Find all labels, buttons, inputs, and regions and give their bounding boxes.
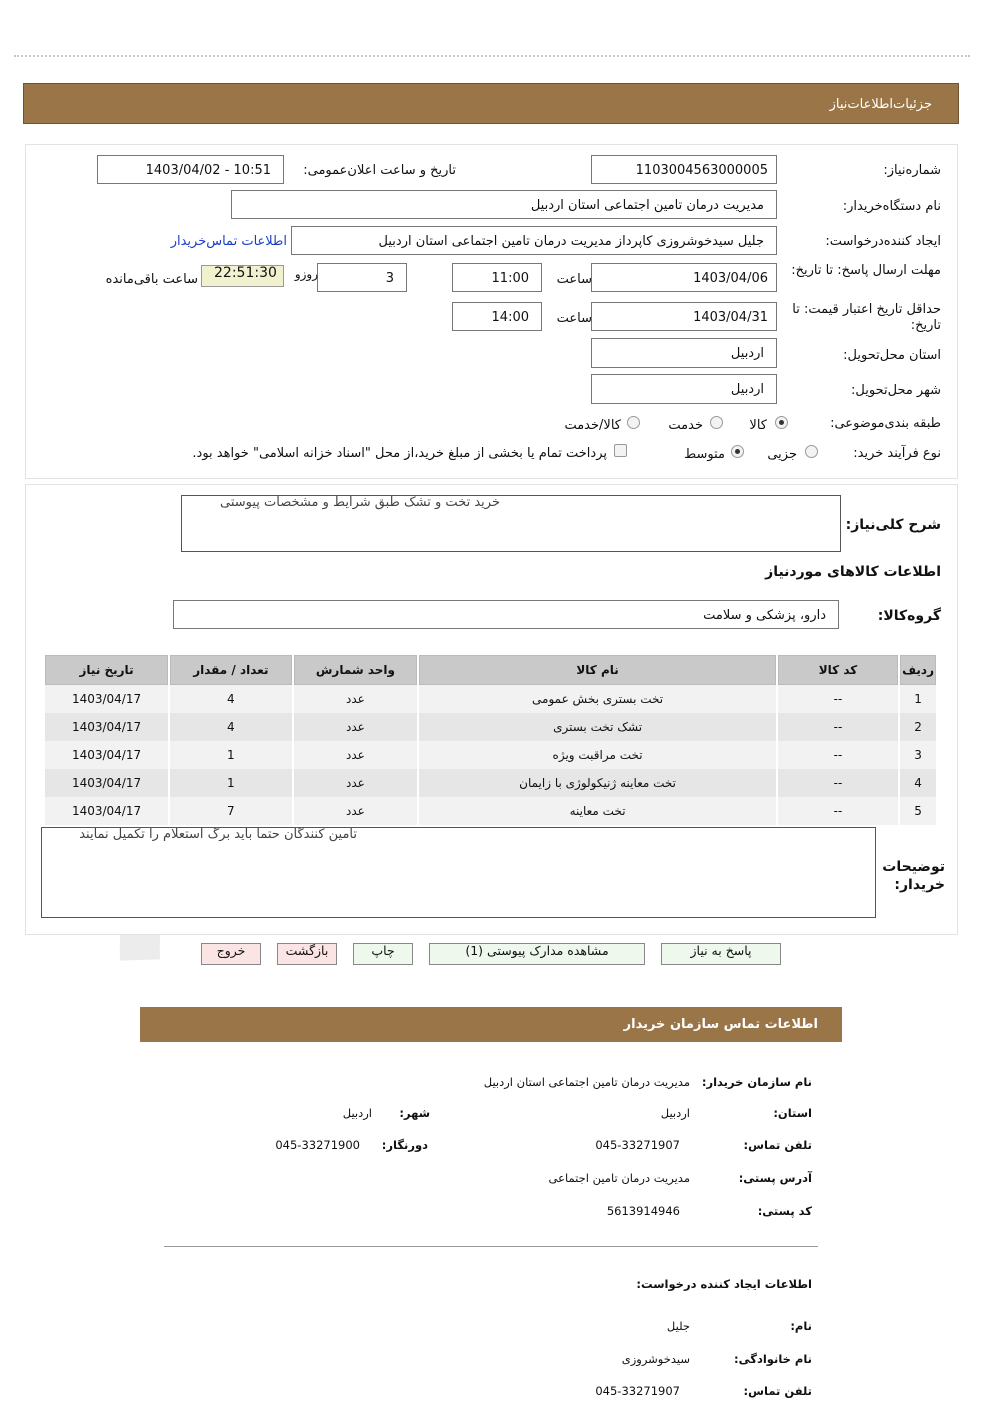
contact-address-value: مدیریت درمان تامین اجتماعی xyxy=(548,1171,690,1185)
buyer-org-label: نام دستگاه‌خریدار: xyxy=(842,199,941,214)
creator-family-value: سیدخوشروزی xyxy=(621,1352,690,1366)
creator-name-label: نام: xyxy=(790,1319,812,1333)
page-header-bar xyxy=(23,83,959,124)
cell-code: -- xyxy=(778,769,898,797)
validity-label: حداقل تاریخ اعتبار قیمت: تا تاریخ: xyxy=(792,302,941,333)
col-code: کد کالا xyxy=(778,655,898,685)
treasury-payment-checkbox[interactable] xyxy=(614,444,627,457)
process-minor-radio[interactable] xyxy=(805,445,818,458)
city-field: اردبیل xyxy=(591,374,777,404)
process-minor-label: جزیی xyxy=(767,447,797,462)
description-field: خرید تخت و تشک طبق شرایط و مشخصات پیوستی xyxy=(181,495,841,552)
cell-unit: عدد xyxy=(294,685,418,713)
contact-postal-value: 5613914946 xyxy=(606,1204,680,1218)
attachments-button[interactable]: مشاهده مدارک پیوستی (1) xyxy=(429,943,645,965)
deadline-date-field: 1403/04/06 xyxy=(591,263,777,292)
announce-datetime-field: 1403/04/02 - 10:51 xyxy=(97,155,284,184)
city-label: شهر محل‌تحویل: xyxy=(851,383,941,398)
contact-city-label: شهر: xyxy=(399,1106,430,1120)
cell-row: 4 xyxy=(900,769,936,797)
org-name-value: مدیریت درمان تامین اجتماعی استان اردبیل xyxy=(483,1075,690,1089)
deadline-label: مهلت ارسال پاسخ: تا تاریخ: xyxy=(791,263,941,278)
table-row xyxy=(45,741,936,769)
buyer-notes-label: توضیحات خریدار: xyxy=(882,859,945,893)
contact-province-value: اردبیل xyxy=(660,1106,690,1120)
cell-date: 1403/04/17 xyxy=(45,769,168,797)
cell-row: 2 xyxy=(900,713,936,741)
contact-fax-value: 045-33271900 xyxy=(275,1138,360,1152)
back-button[interactable]: بازگشت xyxy=(277,943,337,965)
table-row xyxy=(45,769,936,797)
process-medium-label: متوسط xyxy=(684,447,725,462)
reply-button[interactable]: پاسخ به نیاز xyxy=(661,943,781,965)
description-label: شرح کلی‌نیاز: xyxy=(845,517,941,533)
print-button[interactable]: چاپ xyxy=(353,943,413,965)
contact-fax-label: دورنگار: xyxy=(381,1138,428,1152)
cell-name: تشک تخت بستری xyxy=(419,713,776,741)
cell-date: 1403/04/17 xyxy=(45,713,168,741)
creator-name-value: جلیل xyxy=(666,1319,690,1333)
buyer-contact-link[interactable]: اطلاعات تماس‌خریدار xyxy=(170,234,287,249)
buyer-notes-field: تامین کنندگان حتما باید برگ استعلام را تکمیل نمایند xyxy=(41,827,876,918)
col-qty: تعداد / مقدار xyxy=(170,655,292,685)
contact-phone-value: 045-33271907 xyxy=(595,1138,680,1152)
cell-code: -- xyxy=(778,713,898,741)
cell-unit: عدد xyxy=(294,741,418,769)
section-divider xyxy=(164,1246,818,1247)
col-name: نام کالا xyxy=(419,655,776,685)
cell-date: 1403/04/17 xyxy=(45,741,168,769)
days-field: 3 xyxy=(317,263,407,292)
goods-table xyxy=(43,655,938,825)
cell-name: تخت بستری بخش عمومی xyxy=(419,685,776,713)
table-row xyxy=(45,713,936,741)
cell-code: -- xyxy=(778,741,898,769)
cell-qty: 7 xyxy=(170,797,292,825)
goods-group-field: دارو، پزشکی و سلامت xyxy=(173,600,839,629)
process-medium-radio[interactable] xyxy=(731,445,744,458)
countdown-timer: 22:51:30 xyxy=(201,265,284,287)
cell-qty: 4 xyxy=(170,685,292,713)
announce-label: تاریخ و ساعت اعلان‌عمومی: xyxy=(303,163,456,178)
contact-province-label: استان: xyxy=(773,1106,812,1120)
contact-city-value: اردبیل xyxy=(342,1106,372,1120)
cell-name: تخت مراقبت ویژه xyxy=(419,741,776,769)
need-number-field: 1103004563000005 xyxy=(591,155,777,184)
col-date: تاریخ نیاز xyxy=(45,655,168,685)
category-label: طبقه بندی‌موضوعی: xyxy=(830,416,941,431)
deadline-time-field: 11:00 xyxy=(452,263,542,292)
validity-time-field: 14:00 xyxy=(452,302,542,331)
category-goods-service-radio[interactable] xyxy=(627,416,640,429)
payment-note: پرداخت تمام یا بخشی از مبلغ خرید،از محل "اسناد خزانه اسلامی" خواهد بود. xyxy=(192,446,607,461)
cell-row: 3 xyxy=(900,741,936,769)
remaining-label: ساعت باقی‌مانده xyxy=(105,272,198,287)
col-unit: واحد شمارش xyxy=(294,655,418,685)
deadline-time-label: ساعت xyxy=(556,272,592,287)
table-header-row xyxy=(45,655,936,685)
category-goods-label: کالا xyxy=(749,418,767,433)
category-goods-service-label: کالا/خدمت xyxy=(564,418,621,433)
cell-unit: عدد xyxy=(294,797,418,825)
creator-phone-value: 045-33271907 xyxy=(595,1384,680,1398)
creator-label: ایجاد کننده‌درخواست: xyxy=(825,234,941,249)
creator-family-label: نام خانوادگی: xyxy=(734,1352,812,1366)
need-number-label: شماره‌نیاز: xyxy=(883,163,941,178)
contact-phone-label: تلفن تماس: xyxy=(743,1138,812,1152)
cell-code: -- xyxy=(778,797,898,825)
contact-postal-label: کد پستی: xyxy=(757,1204,812,1218)
cell-row: 1 xyxy=(900,685,936,713)
cell-qty: 1 xyxy=(170,769,292,797)
goods-group-label: گروه‌کالا: xyxy=(877,608,941,624)
cell-row: 5 xyxy=(900,797,936,825)
table-row xyxy=(45,685,936,713)
page-title: جزئیات‌اطلاعات‌نیاز xyxy=(829,97,932,112)
buyer-org-field: مدیریت درمان تامین اجتماعی استان اردبیل xyxy=(231,190,777,219)
province-label: استان محل‌تحویل: xyxy=(843,348,941,363)
cell-name: تخت معاینه ژنیکولوژی با زایمان xyxy=(419,769,776,797)
org-name-label: نام سازمان خریدار: xyxy=(701,1075,812,1089)
category-service-radio[interactable] xyxy=(710,416,723,429)
creator-phone-label: تلفن تماس: xyxy=(743,1384,812,1398)
contact-address-label: آدرس پستی: xyxy=(738,1171,812,1185)
table-row xyxy=(45,797,936,825)
cell-unit: عدد xyxy=(294,769,418,797)
cell-date: 1403/04/17 xyxy=(45,685,168,713)
exit-button[interactable]: خروج xyxy=(201,943,261,965)
validity-date-field: 1403/04/31 xyxy=(591,302,777,331)
creator-field: جلیل سیدخوشروزی کاپرداز مدیریت درمان تامین اجتماعی استان اردبیل xyxy=(291,226,777,255)
goods-info-title: اطلاعات کالاهای موردنیاز xyxy=(765,564,941,580)
process-label: نوع فرآیند خرید: xyxy=(853,446,941,461)
cell-qty: 4 xyxy=(170,713,292,741)
buyer-contact-header xyxy=(140,1007,842,1042)
cell-date: 1403/04/17 xyxy=(45,797,168,825)
top-dotted-divider xyxy=(14,55,970,57)
cell-name: تخت معاینه xyxy=(419,797,776,825)
province-field: اردبیل xyxy=(591,338,777,368)
buyer-contact-title: اطلاعات تماس سازمان خریدار xyxy=(623,1017,818,1032)
cell-qty: 1 xyxy=(170,741,292,769)
cell-code: -- xyxy=(778,685,898,713)
cell-unit: عدد xyxy=(294,713,418,741)
category-goods-radio[interactable] xyxy=(775,416,788,429)
days-label: روزو xyxy=(294,267,318,281)
col-row: ردیف xyxy=(900,655,936,685)
validity-time-label: ساعت xyxy=(556,311,592,326)
category-service-label: خدمت xyxy=(668,418,703,433)
creator-info-title: اطلاعات ایجاد کننده درخواست: xyxy=(636,1277,812,1291)
